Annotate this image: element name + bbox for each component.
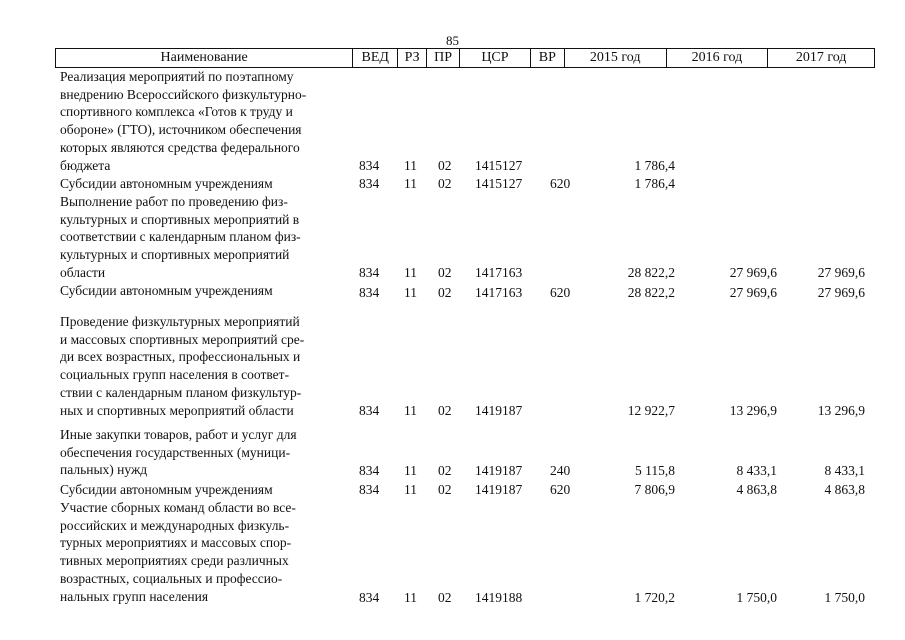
cell-2016: 8 433,1 (736, 463, 777, 479)
cell-rz: 11 (404, 482, 417, 498)
cell-2015: 1 786,4 (634, 176, 675, 192)
cell-vr: 620 (550, 176, 571, 192)
header-2017: 2017 год (795, 50, 847, 65)
cell-2017: 27 969,6 (817, 285, 865, 301)
row-name: Реализация мероприятий по поэтапному внедрению Всероссийского физкультурно- спортивного комплекса «Готов к труду и обороне» (ГТО), источником обеспечения которых являются средства федерального бюджета (60, 69, 307, 173)
cell-rz: 11 (404, 265, 417, 281)
cell-pr: 02 (438, 463, 452, 479)
cell-vr: 620 (550, 285, 571, 301)
cell-rz: 11 (404, 176, 417, 192)
cell-csr: 1419187 (475, 403, 523, 419)
cell-ved: 834 (359, 463, 380, 479)
cell-csr: 1419187 (475, 482, 523, 498)
cell-csr: 1419187 (475, 463, 523, 479)
header-pr: ПР (427, 49, 460, 67)
cell-rz: 11 (404, 463, 417, 479)
cell-pr: 02 (438, 285, 452, 301)
table-row (0, 282, 905, 302)
cell-rz: 11 (404, 403, 417, 419)
header-ved: ВЕД (353, 49, 398, 67)
cell-csr: 1415127 (475, 176, 523, 192)
cell-ved: 834 (359, 265, 380, 281)
cell-pr: 02 (438, 176, 452, 192)
cell-2015: 28 822,2 (627, 285, 675, 301)
cell-2015: 1 786,4 (634, 158, 675, 174)
cell-2017: 1 750,0 (824, 590, 865, 606)
cell-rz: 11 (404, 158, 417, 174)
cell-2017: 8 433,1 (824, 463, 865, 479)
table-row (0, 68, 905, 175)
header-rz: РЗ (398, 49, 427, 67)
cell-2017: 13 296,9 (817, 403, 865, 419)
cell-2017: 27 969,6 (817, 265, 865, 281)
row-name: Участие сборных команд области во все- российских и международных физкуль- турных мероприятиях и массовых спор- тивных мероприятиях среди различных возрастных, социальных и профессио- нальных групп населения (60, 500, 296, 604)
cell-rz: 11 (404, 285, 417, 301)
cell-ved: 834 (359, 176, 380, 192)
header-name: Наименование (56, 49, 353, 67)
cell-pr: 02 (438, 482, 452, 498)
cell-2016: 1 750,0 (736, 590, 777, 606)
cell-2015: 28 822,2 (627, 265, 675, 281)
row-name: Выполнение работ по проведению физ- культурных и спортивных мероприятий в соответствии с календарным планом физ- культурных и спортивных мероприятий области (60, 194, 301, 280)
cell-pr: 02 (438, 590, 452, 606)
table-row (0, 481, 905, 499)
row-name: Иные закупки товаров, работ и услуг для обеспечения государственных (муници- пальных) нужд (60, 427, 297, 478)
row-name: Субсидии автономным учреждениям (60, 176, 273, 191)
table-row (0, 499, 905, 607)
header-vr: ВР (531, 49, 565, 67)
cell-vr: 240 (550, 463, 571, 479)
cell-ved: 834 (359, 403, 380, 419)
row-name: Субсидии автономным учреждениям (60, 482, 273, 497)
cell-2016: 4 863,8 (736, 482, 777, 498)
cell-2016: 27 969,6 (729, 265, 777, 281)
cell-rz: 11 (404, 590, 417, 606)
cell-pr: 02 (438, 265, 452, 281)
cell-2015: 5 115,8 (635, 463, 675, 479)
header-2016: 2016 год (667, 49, 769, 67)
page-number: 85 (446, 33, 459, 48)
cell-csr: 1417163 (475, 265, 523, 281)
cell-2015: 1 720,2 (634, 590, 675, 606)
cell-2016: 13 296,9 (729, 403, 777, 419)
header-csr: ЦСР (460, 49, 531, 67)
cell-ved: 834 (359, 285, 380, 301)
header-2015: 2015 год (565, 49, 667, 67)
cell-ved: 834 (359, 482, 380, 498)
table-row (0, 193, 905, 282)
cell-ved: 834 (359, 158, 380, 174)
row-name: Проведение физкультурных мероприятий и массовых спортивных мероприятий сре- ди всех возрастных, профессиональных и социальных групп населения в соответ- ствии с календарным планом физкультур- ных и спортивных мероприятий области (60, 314, 305, 418)
cell-pr: 02 (438, 158, 452, 174)
cell-2017: 4 863,8 (824, 482, 865, 498)
row-name: Субсидии автономным учреждениям (60, 283, 273, 298)
table-row (0, 426, 905, 480)
cell-csr: 1419188 (475, 590, 523, 606)
cell-2015: 12 922,7 (627, 403, 675, 419)
cell-2015: 7 806,9 (634, 482, 675, 498)
cell-csr: 1415127 (475, 158, 523, 174)
cell-vr: 620 (550, 482, 571, 498)
cell-csr: 1417163 (475, 285, 523, 301)
cell-2016: 27 969,6 (729, 285, 777, 301)
cell-pr: 02 (438, 403, 452, 419)
table-row (0, 313, 905, 420)
cell-ved: 834 (359, 590, 380, 606)
table-row (0, 175, 905, 193)
